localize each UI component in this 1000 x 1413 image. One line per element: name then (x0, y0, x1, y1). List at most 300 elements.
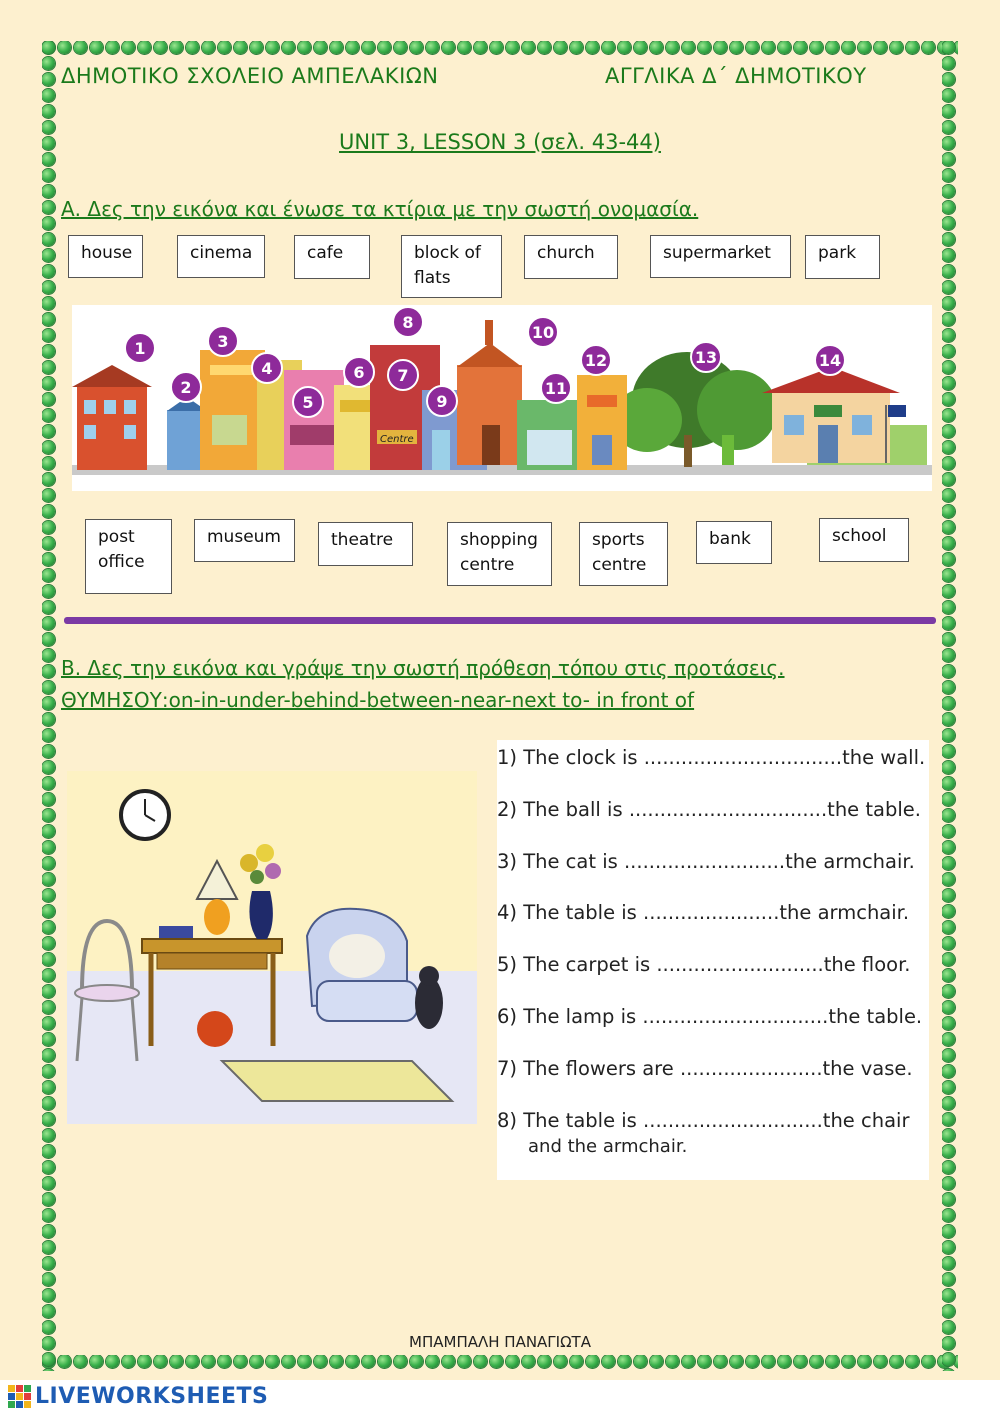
border-bead (330, 1355, 343, 1368)
border-bead (42, 1097, 55, 1110)
border-bead (202, 41, 215, 54)
border-bead (698, 1355, 711, 1368)
border-bead (682, 41, 695, 54)
border-bead (218, 41, 231, 54)
border-bead (942, 249, 955, 262)
border-bead (42, 1033, 55, 1046)
border-bead (906, 1355, 919, 1368)
border-bead (794, 1355, 807, 1368)
border-bead (42, 249, 55, 262)
ball-icon (197, 1011, 233, 1047)
border-bead (42, 217, 55, 230)
border-bead (942, 1001, 955, 1014)
border-bead (942, 361, 955, 374)
border-bead (186, 41, 199, 54)
border-bead (942, 201, 955, 214)
border-bead (314, 1355, 327, 1368)
decorative-border-top (42, 41, 958, 57)
border-bead (942, 521, 955, 534)
border-bead (42, 713, 55, 726)
border-bead (762, 1355, 775, 1368)
border-bead (298, 41, 311, 54)
border-bead (42, 1049, 55, 1062)
border-bead (906, 41, 919, 54)
border-bead (942, 57, 955, 70)
border-bead (42, 185, 55, 198)
number-badge-8 (393, 307, 423, 337)
border-bead (942, 857, 955, 870)
border-bead (42, 153, 55, 166)
border-bead (942, 265, 955, 278)
border-bead (42, 729, 55, 742)
number-badge-12 (581, 345, 611, 375)
border-bead (42, 41, 55, 54)
border-bead (42, 969, 55, 982)
border-bead (122, 1355, 135, 1368)
border-bead (42, 169, 55, 182)
border-bead (942, 889, 955, 902)
border-bead (490, 1355, 503, 1368)
border-bead (442, 41, 455, 54)
border-bead (42, 761, 55, 774)
decorative-border-bottom (42, 1355, 958, 1371)
border-bead (858, 41, 871, 54)
liveworksheets-logo-icon (8, 1385, 31, 1408)
number-badge-13 (691, 342, 721, 372)
border-bead (942, 1353, 955, 1366)
label-church[interactable]: church (524, 235, 618, 279)
border-bead (138, 41, 151, 54)
border-bead (42, 361, 55, 374)
border-bead (942, 649, 955, 662)
border-bead (170, 1355, 183, 1368)
border-bead (942, 1193, 955, 1206)
label-sports-centre[interactable]: sports centre (579, 522, 668, 586)
border-bead (942, 841, 955, 854)
border-bead (942, 825, 955, 838)
border-bead (942, 665, 955, 678)
border-bead (42, 857, 55, 870)
border-bead (942, 489, 955, 502)
border-bead (42, 57, 55, 70)
border-bead (42, 313, 55, 326)
border-bead (570, 1355, 583, 1368)
sentences-panel (497, 740, 929, 1180)
number-badge-14 (815, 345, 845, 375)
border-bead (58, 1355, 71, 1368)
border-bead (410, 41, 423, 54)
border-bead (942, 1113, 955, 1126)
label-cafe[interactable]: cafe (294, 235, 370, 279)
border-bead (42, 585, 55, 598)
centre-sign-text: Centre (380, 434, 414, 445)
border-bead (650, 41, 663, 54)
border-bead (42, 537, 55, 550)
border-bead (942, 1241, 955, 1254)
border-bead (346, 1355, 359, 1368)
border-bead (942, 377, 955, 390)
border-bead (842, 1355, 855, 1368)
sentence-4[interactable]: 4) The table is ......................the armchair. (497, 901, 910, 924)
border-bead (234, 1355, 247, 1368)
number-badge-3 (208, 326, 238, 356)
liveworksheets-brand[interactable] (8, 1384, 268, 1408)
border-bead (730, 41, 743, 54)
border-bead (42, 873, 55, 886)
border-bead (634, 41, 647, 54)
border-bead (942, 793, 955, 806)
border-bead (942, 1081, 955, 1094)
border-bead (42, 201, 55, 214)
border-bead (42, 329, 55, 342)
border-bead (942, 89, 955, 102)
room-illustration (67, 771, 477, 1124)
border-bead (474, 1355, 487, 1368)
border-bead (186, 1355, 199, 1368)
border-bead (42, 681, 55, 694)
carpet-icon (222, 1061, 452, 1101)
border-bead (378, 1355, 391, 1368)
border-bead (522, 41, 535, 54)
label-bank[interactable]: bank (696, 521, 772, 564)
border-bead (506, 1355, 519, 1368)
border-bead (874, 41, 887, 54)
border-bead (234, 41, 247, 54)
label-post-office[interactable]: post office (85, 519, 172, 594)
border-bead (942, 761, 955, 774)
border-bead (942, 313, 955, 326)
number-badge-11 (541, 373, 571, 403)
border-bead (570, 41, 583, 54)
border-bead (746, 1355, 759, 1368)
border-bead (942, 1161, 955, 1174)
border-bead (942, 73, 955, 86)
border-bead (942, 1017, 955, 1030)
border-bead (942, 1065, 955, 1078)
decorative-border-left (42, 41, 58, 1371)
border-bead (942, 745, 955, 758)
label-block-of-flats[interactable]: block of flats (401, 235, 502, 298)
border-bead (826, 1355, 839, 1368)
svg-text:4: 4 (261, 359, 273, 378)
border-bead (942, 233, 955, 246)
border-bead (922, 1355, 935, 1368)
border-bead (42, 1145, 55, 1158)
border-bead (42, 521, 55, 534)
label-museum[interactable]: museum (194, 519, 295, 562)
border-bead (42, 793, 55, 806)
border-bead (942, 1129, 955, 1142)
label-park[interactable]: park (805, 235, 880, 279)
border-bead (858, 1355, 871, 1368)
subject-grade: ΑΓΓΛΙΚΑ Δ΄ ΔΗΜΟΤΙΚΟΥ (605, 64, 867, 88)
sentence-5[interactable]: 5) The carpet is ...........................the floor. (497, 953, 911, 976)
border-bead (42, 1177, 55, 1190)
border-bead (942, 217, 955, 230)
border-bead (942, 905, 955, 918)
border-bead (942, 713, 955, 726)
border-bead (942, 985, 955, 998)
border-bead (942, 1369, 955, 1371)
border-bead (942, 1033, 955, 1046)
border-bead (942, 329, 955, 342)
border-bead (202, 1355, 215, 1368)
border-bead (42, 953, 55, 966)
border-bead (42, 841, 55, 854)
svg-text:13: 13 (694, 348, 718, 367)
border-bead (942, 697, 955, 710)
border-bead (298, 1355, 311, 1368)
border-bead (362, 41, 375, 54)
sentence-1[interactable]: 1) The clock is ................................the wall. (497, 746, 926, 769)
border-bead (942, 1305, 955, 1318)
border-bead (602, 1355, 615, 1368)
border-bead (922, 41, 935, 54)
border-bead (378, 41, 391, 54)
border-bead (666, 41, 679, 54)
border-bead (42, 569, 55, 582)
border-bead (942, 809, 955, 822)
svg-text:14: 14 (818, 351, 842, 370)
border-bead (942, 345, 955, 358)
sentence-8[interactable]: 8) The table is .............................the chair (497, 1109, 910, 1132)
border-bead (586, 41, 599, 54)
border-bead (282, 1355, 295, 1368)
label-cinema[interactable]: cinema (177, 235, 265, 278)
author-name: ΜΠΑΜΠΑΛΗ ΠΑΝΑΓΙΩΤΑ (409, 1333, 591, 1351)
border-bead (74, 41, 87, 54)
border-bead (394, 1355, 407, 1368)
border-bead (42, 745, 55, 758)
section-divider (64, 617, 936, 624)
border-bead (942, 409, 955, 422)
border-bead (266, 41, 279, 54)
border-bead (942, 457, 955, 470)
border-bead (42, 1225, 55, 1238)
border-bead (826, 41, 839, 54)
border-bead (942, 169, 955, 182)
border-bead (42, 1113, 55, 1126)
border-bead (682, 1355, 695, 1368)
border-bead (942, 441, 955, 454)
border-bead (506, 41, 519, 54)
border-bead (42, 601, 55, 614)
unit-title: UNIT 3, LESSON 3 (σελ. 43-44) (339, 130, 661, 154)
svg-text:9: 9 (436, 392, 448, 411)
border-bead (522, 1355, 535, 1368)
border-bead (90, 1355, 103, 1368)
svg-text:2: 2 (180, 378, 192, 397)
label-supermarket[interactable]: supermarket (650, 235, 791, 278)
clock-icon (121, 791, 169, 839)
border-bead (154, 1355, 167, 1368)
border-bead (794, 41, 807, 54)
border-bead (42, 89, 55, 102)
border-bead (42, 489, 55, 502)
number-badge-7 (388, 360, 418, 390)
border-bead (42, 1241, 55, 1254)
border-bead (714, 41, 727, 54)
sentence-8-continuation: and the armchair. (528, 1136, 688, 1157)
border-bead (942, 1225, 955, 1238)
border-bead (42, 393, 55, 406)
border-bead (942, 921, 955, 934)
border-bead (538, 1355, 551, 1368)
border-bead (42, 1257, 55, 1270)
border-bead (942, 969, 955, 982)
border-bead (154, 41, 167, 54)
border-bead (942, 729, 955, 742)
border-bead (810, 41, 823, 54)
border-bead (942, 617, 955, 630)
border-bead (138, 1355, 151, 1368)
number-badge-6 (344, 357, 374, 387)
border-bead (442, 1355, 455, 1368)
border-bead (42, 697, 55, 710)
border-bead (42, 809, 55, 822)
sentence-3[interactable]: 3) The cat is ..........................the armchair. (497, 850, 915, 873)
border-bead (778, 1355, 791, 1368)
border-bead (42, 457, 55, 470)
svg-text:3: 3 (217, 332, 229, 351)
border-bead (42, 617, 55, 630)
prepositions-reminder: ΘΥΜΗΣΟΥ:on-in-under-behind-between-near-next to- in front of (61, 688, 695, 712)
border-bead (942, 585, 955, 598)
border-bead (650, 1355, 663, 1368)
border-bead (42, 409, 55, 422)
number-badge-9 (427, 386, 457, 416)
border-bead (890, 41, 903, 54)
svg-text:12: 12 (584, 351, 608, 370)
border-bead (42, 665, 55, 678)
border-bead (942, 1145, 955, 1158)
border-bead (554, 1355, 567, 1368)
border-bead (810, 1355, 823, 1368)
border-bead (282, 41, 295, 54)
number-badge-4 (252, 353, 282, 383)
brand-name: LIVEWORKSHEETS (35, 1383, 269, 1409)
svg-text:8: 8 (402, 313, 414, 332)
border-bead (42, 1209, 55, 1222)
border-bead (942, 185, 955, 198)
border-bead (942, 1097, 955, 1110)
border-bead (42, 377, 55, 390)
border-bead (42, 905, 55, 918)
border-bead (942, 153, 955, 166)
border-bead (634, 1355, 647, 1368)
svg-text:1: 1 (134, 339, 146, 358)
border-bead (394, 41, 407, 54)
border-bead (458, 41, 471, 54)
border-bead (942, 1209, 955, 1222)
label-house[interactable]: house (68, 235, 143, 278)
border-bead (666, 1355, 679, 1368)
border-bead (942, 297, 955, 310)
border-bead (942, 1257, 955, 1270)
border-bead (42, 1065, 55, 1078)
border-bead (330, 41, 343, 54)
decorative-border-right (942, 41, 958, 1371)
border-bead (618, 1355, 631, 1368)
svg-text:11: 11 (544, 379, 568, 398)
border-bead (42, 1017, 55, 1030)
border-bead (346, 41, 359, 54)
border-bead (746, 41, 759, 54)
number-badge-1 (125, 333, 155, 363)
border-bead (42, 1353, 55, 1366)
border-bead (266, 1355, 279, 1368)
border-bead (106, 41, 119, 54)
border-bead (474, 41, 487, 54)
border-bead (942, 601, 955, 614)
border-bead (942, 873, 955, 886)
border-bead (778, 41, 791, 54)
border-bead (42, 1081, 55, 1094)
border-bead (42, 1129, 55, 1142)
border-bead (458, 1355, 471, 1368)
border-bead (42, 1193, 55, 1206)
border-bead (426, 1355, 439, 1368)
border-bead (314, 41, 327, 54)
border-bead (42, 105, 55, 118)
border-bead (942, 537, 955, 550)
border-bead (42, 473, 55, 486)
sentence-7[interactable]: 7) The flowers are .......................the vase. (497, 1057, 913, 1080)
sentence-6[interactable]: 6) The lamp is ..............................the table. (497, 1005, 923, 1028)
border-bead (942, 505, 955, 518)
border-bead (490, 41, 503, 54)
label-shopping-centre[interactable]: shopping centre (447, 522, 552, 586)
border-bead (42, 297, 55, 310)
border-bead (942, 1273, 955, 1286)
svg-text:7: 7 (397, 366, 409, 385)
border-bead (42, 265, 55, 278)
border-bead (942, 937, 955, 950)
number-badge-2 (171, 372, 201, 402)
border-bead (730, 1355, 743, 1368)
border-bead (602, 41, 615, 54)
border-bead (106, 1355, 119, 1368)
border-bead (942, 1049, 955, 1062)
room-picture (67, 771, 477, 1124)
label-school[interactable]: school (819, 518, 909, 562)
border-bead (942, 1177, 955, 1190)
border-bead (42, 425, 55, 438)
border-bead (942, 105, 955, 118)
border-bead (42, 1369, 55, 1371)
border-bead (586, 1355, 599, 1368)
border-bead (942, 777, 955, 790)
border-bead (42, 1001, 55, 1014)
number-badge-5 (293, 387, 323, 417)
border-bead (942, 633, 955, 646)
border-bead (218, 1355, 231, 1368)
town-illustration (72, 305, 932, 491)
sentence-2[interactable]: 2) The ball is ................................the table. (497, 798, 921, 821)
border-bead (42, 233, 55, 246)
border-bead (942, 1289, 955, 1302)
cat-icon (415, 966, 443, 1029)
label-theatre[interactable]: theatre (318, 522, 413, 566)
border-bead (538, 41, 551, 54)
border-bead (890, 1355, 903, 1368)
svg-text:6: 6 (353, 363, 365, 382)
border-bead (842, 41, 855, 54)
border-bead (942, 425, 955, 438)
section-a-instruction: Α. Δες την εικόνα και ένωσε τα κτίρια με την σωστή ονομασία. (61, 197, 699, 221)
border-bead (874, 1355, 887, 1368)
border-bead (42, 777, 55, 790)
